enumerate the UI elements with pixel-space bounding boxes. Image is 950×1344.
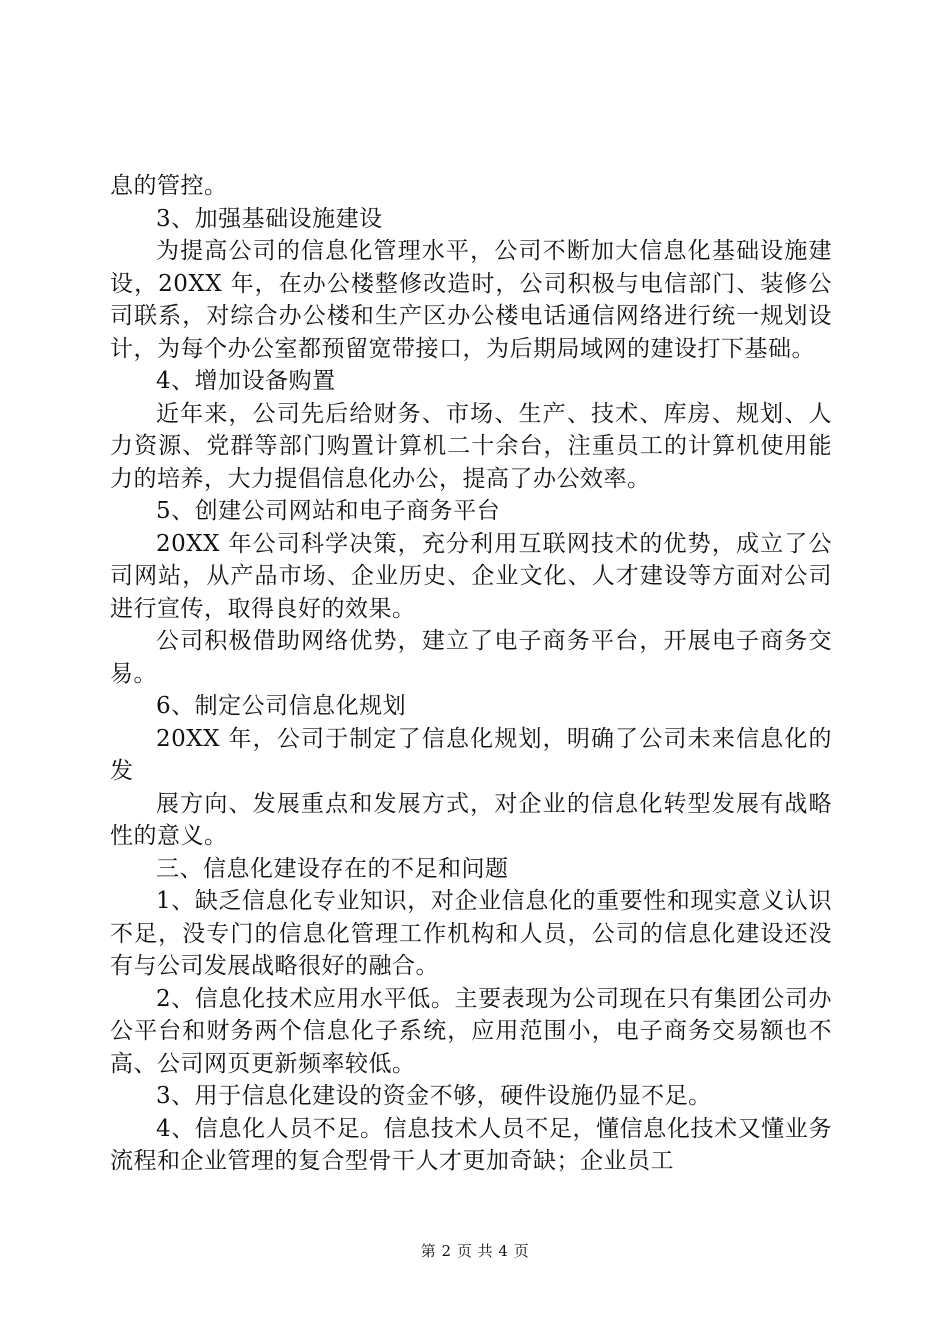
- heading-6-planning: 6、制定公司信息化规划: [156, 693, 407, 719]
- paragraph-equipment: 近年来，公司先后给财务、市场、生产、技术、库房、规划、人力资源、党群等部门购置计算机二十余台，注重员工的计算机使用能力的培养，大力提倡信息化办公，提高了办公效率。: [110, 400, 832, 492]
- page-footer: 第 2 页 共 4 页: [420, 1242, 530, 1260]
- heading-5-website: 5、创建公司网站和电子商务平台: [156, 498, 501, 524]
- paragraph-issue-3: 3、用于信息化建设的资金不够，硬件设施仍显不足。: [156, 1083, 712, 1109]
- heading-4-equipment: 4、增加设备购置: [156, 368, 336, 394]
- paragraph-planning-part2: 展方向、发展重点和发展方式，对企业的信息化转型发展有战略性的意义。: [110, 790, 832, 849]
- paragraph-website: 20XX 年公司科学决策，充分利用互联网技术的优势，成立了公司网站，从产品市场、企业历史、企业文化、人才建设等方面对公司进行宣传，取得良好的效果。: [110, 530, 832, 622]
- paragraph-issue-4: 4、信息化人员不足。信息技术人员不足，懂信息化技术又懂业务流程和企业管理的复合型骨干人才更加奇缺；企业员工: [110, 1115, 832, 1174]
- paragraph-planning-part1: 20XX 年，公司于制定了信息化规划，明确了公司未来信息化的发: [110, 725, 832, 784]
- paragraph-issue-2: 2、信息化技术应用水平低。主要表现为公司现在只有集团公司办公平台和财务两个信息化子系统，应用范围小，电子商务交易额也不高、公司网页更新频率较低。: [110, 985, 832, 1077]
- heading-3-infrastructure: 3、加强基础设施建设: [156, 205, 383, 232]
- document-body: [110, 170, 832, 1178]
- paragraph-infrastructure: 为提高公司的信息化管理水平，公司不断加大信息化基础设施建设，20XX 年，在办公楼整修改造时，公司积极与电信部门、装修公司联系，对综合办公楼和生产区办公楼电话通信网络进行统一规划设计，为每个办公室都预留宽带接口，为后期局域网的建设打下基础。: [110, 238, 832, 362]
- heading-section-three: 三、信息化建设存在的不足和问题: [156, 855, 509, 882]
- paragraph-ecommerce: 公司积极借助网络优势，建立了电子商务平台，开展电子商务交易。: [110, 628, 832, 687]
- paragraph-issue-1: 1、缺乏信息化专业知识，对企业信息化的重要性和现实意义认识不足，没专门的信息化管理工作机构和人员，公司的信息化建设还没有与公司发展战略很好的融合。: [110, 888, 832, 979]
- paragraph-1: 息的管控。: [110, 173, 228, 199]
